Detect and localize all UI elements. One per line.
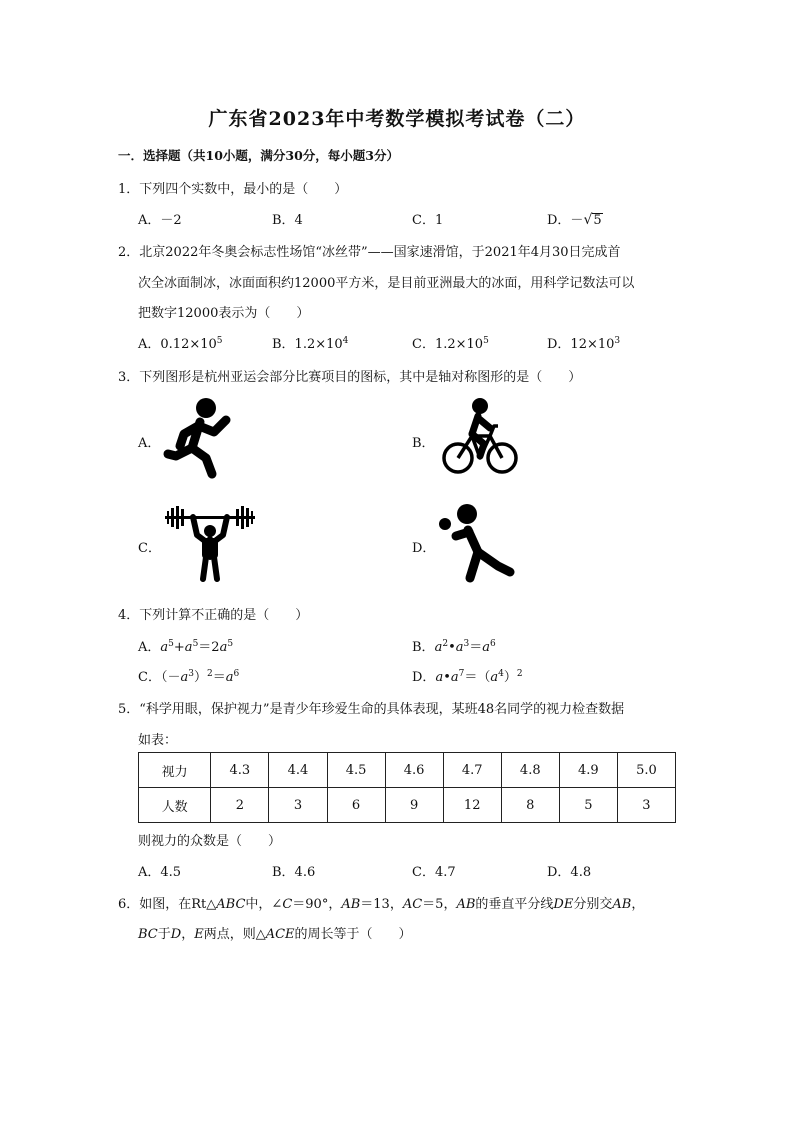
q5-option-c: C．4.7 xyxy=(412,865,456,880)
dot: • xyxy=(448,640,456,655)
sqrt-radicand: 5 xyxy=(593,213,602,228)
q1-option-b: B．4 xyxy=(272,213,303,228)
comma: ， xyxy=(631,897,645,912)
table-row xyxy=(139,788,676,823)
q2-option-a-base: A．0.12×10 xyxy=(138,337,217,352)
q4-option-a xyxy=(138,636,233,655)
table-cell: 4.4 xyxy=(269,753,327,788)
q2-option-b-base: B．1.2×10 xyxy=(272,337,343,352)
q2-option-c-exp: 5 xyxy=(483,336,489,346)
exp: 5 xyxy=(168,639,174,649)
exp: 5 xyxy=(192,639,199,649)
var-a: a xyxy=(180,670,189,685)
table-cell: 4.8 xyxy=(501,753,559,788)
var-a: a xyxy=(160,640,169,655)
q1-option-c: C．1 xyxy=(412,213,444,228)
running-icon xyxy=(160,396,234,482)
weightlifting-icon xyxy=(163,505,257,583)
var-a: a xyxy=(450,670,459,685)
text: 中，∠ xyxy=(245,897,283,912)
vision-data-table xyxy=(138,752,676,823)
var: AC xyxy=(402,897,423,912)
q4-option-d xyxy=(412,666,523,685)
var: ABC xyxy=(216,897,246,912)
var: AB xyxy=(456,897,476,912)
var: C xyxy=(282,897,293,912)
text: 的周长等于（ ） xyxy=(294,927,412,942)
var: E xyxy=(194,927,204,942)
text: 的垂直平分线 xyxy=(475,897,554,912)
q2-option-b-exp: 4 xyxy=(342,336,349,346)
table-cell: 8 xyxy=(501,788,559,823)
q4-d-label: D． xyxy=(412,670,436,685)
page-title: 广东省2023年中考数学模拟考试卷（二） xyxy=(208,108,586,130)
exp: 2 xyxy=(442,639,449,649)
q2-option-c-base: C．1.2×10 xyxy=(412,337,484,352)
var-a: a xyxy=(434,640,443,655)
exp: 6 xyxy=(233,669,240,679)
q1-option-d xyxy=(547,209,603,228)
var: BC xyxy=(138,927,158,942)
text: 6．如图，在Rt△ xyxy=(118,897,217,912)
exp: 4 xyxy=(498,669,504,679)
table-cell: 12 xyxy=(443,788,501,823)
table-cell: 4.7 xyxy=(443,753,501,788)
question-5-line-2: 如表： xyxy=(138,733,178,748)
q4-a-label: A． xyxy=(138,640,161,655)
exp: 2 xyxy=(206,669,213,679)
q3-option-c-label: C． xyxy=(138,541,161,556)
section-heading: 一．选择题（共10小题，满分30分，每小题3分） xyxy=(118,148,399,163)
q2-option-a xyxy=(138,333,223,352)
equals-paren: ＝（ xyxy=(464,670,491,685)
table-cell: 9 xyxy=(385,788,443,823)
table-cell: 6 xyxy=(327,788,385,823)
q4-option-c xyxy=(138,666,239,685)
q1-option-a: A．－2 xyxy=(138,213,182,228)
q3-option-d-label: D． xyxy=(412,541,436,556)
question-6-line-1 xyxy=(118,893,644,912)
q3-option-a-label: A． xyxy=(138,436,161,451)
equals: ＝ xyxy=(469,640,483,655)
text: 于 xyxy=(157,927,171,942)
equals: ＝2 xyxy=(198,640,220,655)
table-cell: 4.9 xyxy=(559,753,617,788)
volleyball-icon xyxy=(436,500,518,586)
question-2-line-3: 把数字12000表示为（ ） xyxy=(138,306,310,321)
q2-option-c xyxy=(412,333,489,352)
table-cell: 2 xyxy=(211,788,269,823)
var-a: a xyxy=(490,670,499,685)
table-cell: 4.5 xyxy=(327,753,385,788)
table-cell: 视力 xyxy=(139,753,211,788)
q2-option-d-base: D．12×10 xyxy=(547,337,615,352)
q4-option-b xyxy=(412,636,496,655)
exp: 6 xyxy=(490,639,496,649)
q4-b-label: B． xyxy=(412,640,435,655)
exp: 2 xyxy=(516,669,523,679)
var: DE xyxy=(553,897,574,912)
question-4-stem: 4．下列计算不正确的是（ ） xyxy=(118,608,309,623)
cycling-icon xyxy=(440,396,518,474)
exp: 3 xyxy=(188,669,194,679)
table-cell: 3 xyxy=(617,788,675,823)
exp: 7 xyxy=(458,669,465,679)
table-cell: 人数 xyxy=(139,788,211,823)
q5-option-a: A．4.5 xyxy=(138,865,182,880)
question-3-stem: 3．下列图形是杭州亚运会部分比赛项目的图标，其中是轴对称图形的是（ ） xyxy=(118,370,582,385)
var: AB xyxy=(612,897,632,912)
table-cell: 3 xyxy=(269,788,327,823)
paren-open: （－ xyxy=(160,670,181,685)
dot: • xyxy=(443,670,451,685)
q2-option-a-exp: 5 xyxy=(216,336,223,346)
question-2-line-1: 2．北京2022年冬奥会标志性场馆“冰丝带”——国家速滑馆，于2021年4月30日完成首 xyxy=(118,245,621,260)
text: 两点，则△ xyxy=(203,927,266,942)
var-a: a xyxy=(435,670,444,685)
var: AB xyxy=(341,897,361,912)
exp: 5 xyxy=(227,639,234,649)
text: ＝5， xyxy=(422,897,457,912)
paren-close: ） xyxy=(193,670,207,685)
question-1-stem: 1．下列四个实数中，最小的是（ ） xyxy=(118,182,348,197)
var-a: a xyxy=(184,640,193,655)
text: ＝90°， xyxy=(292,897,342,912)
q5-option-b: B．4.6 xyxy=(272,865,316,880)
var-a: a xyxy=(455,640,464,655)
sqrt-symbol: √ xyxy=(583,212,593,228)
question-5-prompt: 则视力的众数是（ ） xyxy=(138,834,282,849)
table-cell: 4.6 xyxy=(385,753,443,788)
question-5-line-1: 5．“科学用眼，保护视力”是青少年珍爱生命的具体表现，某班48名同学的视力检查数据 xyxy=(118,702,625,717)
table-cell: 4.3 xyxy=(211,753,269,788)
plus: + xyxy=(173,640,185,655)
text: 分别交 xyxy=(573,897,613,912)
q2-option-d xyxy=(547,333,620,352)
q5-option-d: D．4.8 xyxy=(547,865,592,880)
paren-close: ） xyxy=(503,670,517,685)
q3-option-b-label: B． xyxy=(412,436,435,451)
q2-option-d-exp: 3 xyxy=(614,336,621,346)
var-a: a xyxy=(225,670,234,685)
table-cell: 5.0 xyxy=(617,753,675,788)
question-6-line-2 xyxy=(138,923,412,942)
var-a: a xyxy=(482,640,491,655)
var: D xyxy=(170,927,182,942)
q2-option-b xyxy=(272,333,348,352)
equals: ＝ xyxy=(212,670,226,685)
exp: 3 xyxy=(463,639,470,649)
table-cell: 5 xyxy=(559,788,617,823)
question-2-line-2: 次全冰面制冰，冰面面积约12000平方米，是目前亚洲最大的冰面，用科学记数法可以 xyxy=(138,276,635,291)
q1-option-d-prefix: D．－ xyxy=(547,213,584,228)
table-row xyxy=(139,753,676,788)
q4-c-label: C． xyxy=(138,670,161,685)
text: ， xyxy=(181,927,195,942)
text: ＝13， xyxy=(360,897,403,912)
var: ACE xyxy=(265,927,295,942)
var-a: a xyxy=(219,640,228,655)
